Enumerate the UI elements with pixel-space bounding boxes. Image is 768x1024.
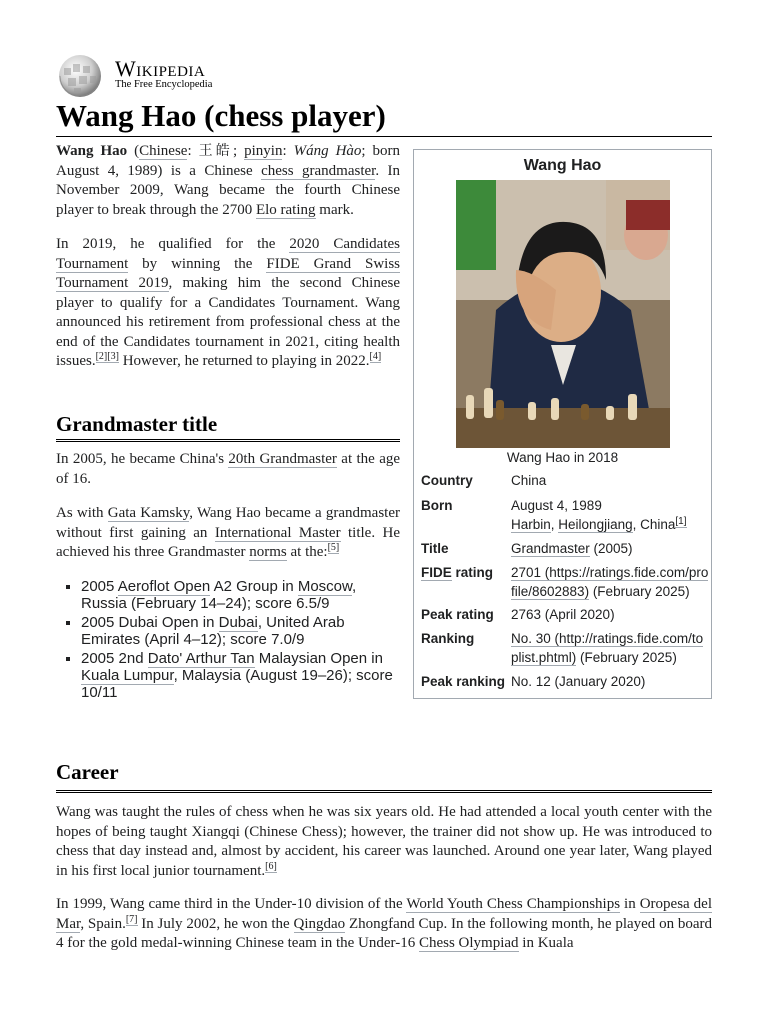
chinese-language-link[interactable]: Chinese [139, 143, 188, 159]
oropesa-del-mar-link[interactable]: Oropesa del Mar [56, 896, 713, 932]
world-youth-championships-link[interactable]: World Youth Chess Championships [406, 896, 621, 912]
international-master-link[interactable]: International Master [214, 524, 341, 541]
fide-link[interactable]: FIDE [421, 565, 452, 580]
wang-hao-photo[interactable] [456, 180, 670, 448]
wikipedia-wordmark: Wikipedia [115, 56, 206, 81]
reference-5-link[interactable]: [5] [327, 542, 340, 553]
reference-6-link[interactable]: [6] [265, 860, 277, 872]
reference-2-link[interactable]: [2] [95, 351, 108, 362]
career-paragraph-2: In 1999, Wang came third in the Under-10 division of the World Youth Chess Championships in Oropesa del Mar, Spain.[7] In July 2002, he won the Qingdao Zhongfand Cup. In the following month, he played on board 4 for the gold medal-winning Chinese team in the Under-16 Chess Olympiad in Kuala [56, 896, 713, 951]
infobox: Wang Hao Wang Hao in 2018 Country China Born August 4, 1989 Harbin, Heilongjiang, China[1] Title Grandmaster (2005) FIDE rating 2701 (https://ratings.fide.com/profile/8602883) (February 2025) Peak rating 2763 (April 2020) Ranking No. 30 (http://ratings.fide.com/toplist.phtml) (February 2025) Peak ranking No. 12 (January 2020) [413, 149, 712, 699]
list-item: ▪ 2005 Aeroflot Open A2 Group in Moscow, Russia (February 14–24); score 6.5/9 [81, 578, 400, 612]
list-item: ▪ 2005 2nd Dato' Arthur Tan Malaysian Open in Kuala Lumpur, Malaysia (August 19–26); score 10/11 [81, 650, 400, 701]
reference-3-link[interactable]: [3] [107, 351, 119, 362]
aeroflot-open-link[interactable]: Aeroflot Open [117, 577, 211, 595]
wikipedia-tagline: The Free Encyclopedia [115, 79, 213, 90]
chinese-name: 王皓 [198, 143, 233, 159]
intro-paragraph-1: Wang Hao (Chinese: 王皓; pinyin: Wáng Hào; born August 4, 1989) is a Chinese chess grandmaster. In November 2009, Wang became the fourth Chinese player to break through the 2700 Elo rating mark. [56, 143, 401, 218]
kuala-lumpur-link[interactable]: Kuala Lumpur [81, 666, 174, 684]
moscow-link[interactable]: Moscow [297, 577, 353, 595]
qingdao-link[interactable]: Qingdao [293, 915, 346, 932]
arthur-tan-link[interactable]: Dato' Arthur Tan [147, 649, 255, 667]
career-section [56, 760, 712, 968]
20th-grandmaster-link[interactable]: 20th Grandmaster [228, 451, 337, 467]
career-paragraph-1: Wang was taught the rules of chess when he was six years old. He had attended a local youth center with the hopes of being taught Xiangqi (Chinese Chess); however, the trainer did not show up. He was introduced to chess that day instead and, almost by accident, his career was launched. Around one year later, Wang played in his first local junior tournament.[6] [56, 804, 712, 879]
grandmaster-title-heading: Grandmaster title [56, 415, 400, 443]
grandmaster-paragraph-2: As with Gata Kamsky, Wang Hao became a grandmaster without first gaining an International Master title. He achieved his three Grandmaster norms at the:[5] [56, 505, 400, 560]
pinyin-link[interactable]: pinyin [244, 143, 283, 159]
chess-grandmaster-link[interactable]: chess grandmaster [261, 162, 376, 179]
grandmaster-title-link[interactable]: Grandmaster [511, 541, 590, 556]
career-heading: Career [56, 760, 712, 793]
site-header [56, 54, 712, 98]
wikipedia-globe-logo[interactable] [56, 54, 104, 98]
candidates-2020-link[interactable]: 2020 Candidates Tournament [56, 236, 400, 272]
grand-swiss-2019-link[interactable]: FIDE Grand Swiss Tournament 2019 [56, 255, 400, 291]
fide-toplist-link[interactable]: No. 30 (http://ratings.fide.com/toplist.phtml) [511, 631, 704, 665]
grandmaster-paragraph-1: In 2005, he became China's 20th Grandmaster at the age of 16. [56, 451, 401, 487]
dubai-link[interactable]: Dubai [218, 613, 258, 631]
article-subject-name: Wang Hao [56, 143, 128, 159]
pinyin-name: Wáng Hào [293, 143, 362, 159]
harbin-link[interactable]: Harbin [511, 517, 551, 532]
photo-caption: Wang Hao in 2018 [506, 450, 619, 465]
norm-tournament-list [56, 578, 400, 701]
infobox-title: Wang Hao [523, 157, 602, 174]
elo-rating-link[interactable]: Elo rating [255, 201, 316, 218]
reference-7-link[interactable]: [7] [125, 913, 138, 925]
lead-column [56, 142, 400, 703]
reference-4-link[interactable]: [4] [369, 351, 382, 362]
reference-1-link[interactable]: [1] [675, 515, 687, 527]
fide-profile-link[interactable]: 2701 (https://ratings.fide.com/profile/8602883) [511, 565, 709, 599]
norms-link[interactable]: norms [249, 544, 287, 560]
chess-olympiad-link[interactable]: Chess Olympiad [418, 935, 519, 951]
heilongjiang-link[interactable]: Heilongjiang [558, 517, 633, 532]
intro-paragraph-2: In 2019, he qualified for the 2020 Candidates Tournament by winning the FIDE Grand Swiss Tournament 2019, making him the second Chinese player to qualify for a Candidates Tournament. Wang announced his retirement from professional chess at the end of the Candidates tournament in 2021, citing health issues.[2][3] However, he returned to playing in 2022.[4] [56, 236, 401, 369]
page-title: Wang Hao (chess player) [56, 96, 712, 137]
list-item: ▪ 2005 Dubai Open in Dubai, United Arab Emirates (April 4–12); score 7.0/9 [81, 614, 400, 648]
gata-kamsky-link[interactable]: Gata Kamsky [107, 505, 190, 521]
